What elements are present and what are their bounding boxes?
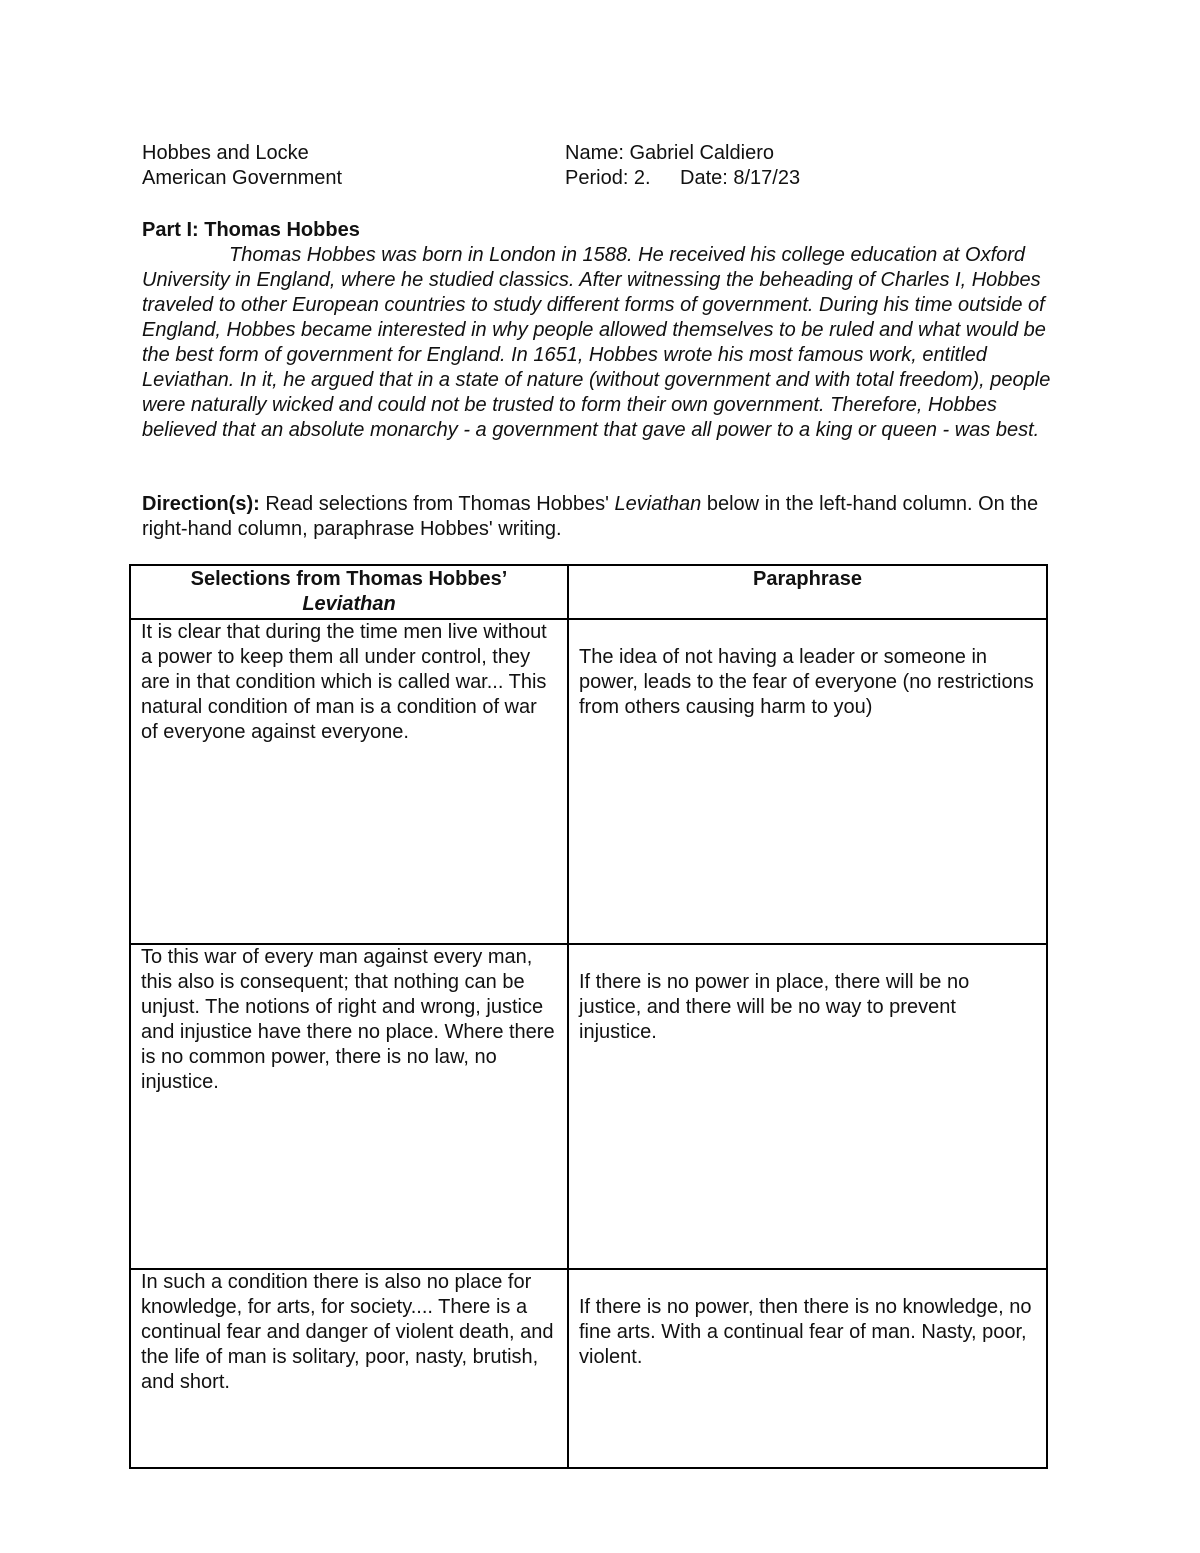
paraphrase-cell[interactable]: The idea of not having a leader or someone in power, leads to the fear of everyone (no restrictions from others causing harm to you) (568, 619, 1047, 944)
student-name: Name: Gabriel Caldiero (565, 142, 774, 164)
directions-italic: Leviathan (614, 493, 702, 515)
paraphrase-header: Paraphrase (568, 565, 1047, 619)
period: Period: 2. (565, 167, 651, 189)
table-row (130, 619, 1047, 944)
directions-label: Direction(s): (142, 493, 260, 515)
selection-cell: To this war of every man against every man, this also is consequent; that nothing can be unjust. The notions of right and wrong, justice and injustice have there no place. Where there is no common power, there is no law, no injustice. (130, 944, 568, 1269)
part-heading: Part I: Thomas Hobbes (142, 219, 360, 241)
paraphrase-cell[interactable]: If there is no power in place, there will be no justice, and there will be no way to prevent injustice. (568, 944, 1047, 1269)
selections-header: Selections from Thomas Hobbes’ Leviathan (130, 565, 568, 619)
table-header-row (130, 565, 1047, 619)
table-row (130, 944, 1047, 1269)
date: Date: 8/17/23 (680, 167, 801, 189)
directions (142, 492, 1062, 542)
table-row (130, 1269, 1047, 1468)
directions-text-a: Read selections from Thomas Hobbes' (259, 493, 615, 515)
intro-text: Thomas Hobbes was born in London in 1588. He received his college education at Oxford University in England, where he studied classics. After witnessing the beheading of Charles I, Hobbes traveled to other European countries to study different forms of government. During his time outside of England, Hobbes became interested in why people allowed themselves to be ruled and what would be the best form of government for England. In 1651, Hobbes wrote his most famous work, entitled Leviathan. In it, he argued that in a state of nature (without government and with total freedom), people were naturally wicked and could not be trusted to form their own government. Therefore, Hobbes believed that an absolute monarchy - a government that gave all power to a king or queen - was best. (142, 244, 1051, 441)
paraphrase-cell[interactable]: If there is no power, then there is no knowledge, no fine arts. With a continual fear of man. Nasty, poor, violent. (568, 1269, 1047, 1468)
intro-paragraph (142, 243, 1062, 443)
selection-cell: In such a condition there is also no place for knowledge, for arts, for society.... There is a continual fear and danger of violent death, and the life of man is solitary, poor, nasty, brutish, and short. (130, 1269, 568, 1468)
paraphrase-table (129, 564, 1048, 1469)
course-name: American Government (142, 167, 343, 189)
leviathan-header: Leviathan (302, 593, 396, 615)
selection-cell: It is clear that during the time men live without a power to keep them all under control, they are in that condition which is called war... This natural condition of man is a condition of war of everyone against everyone. (130, 619, 568, 944)
course-topic: Hobbes and Locke (142, 142, 309, 164)
directions-text-b: below in the left-hand column. On the right-hand column, paraphrase Hobbes' writing. (142, 493, 1039, 540)
